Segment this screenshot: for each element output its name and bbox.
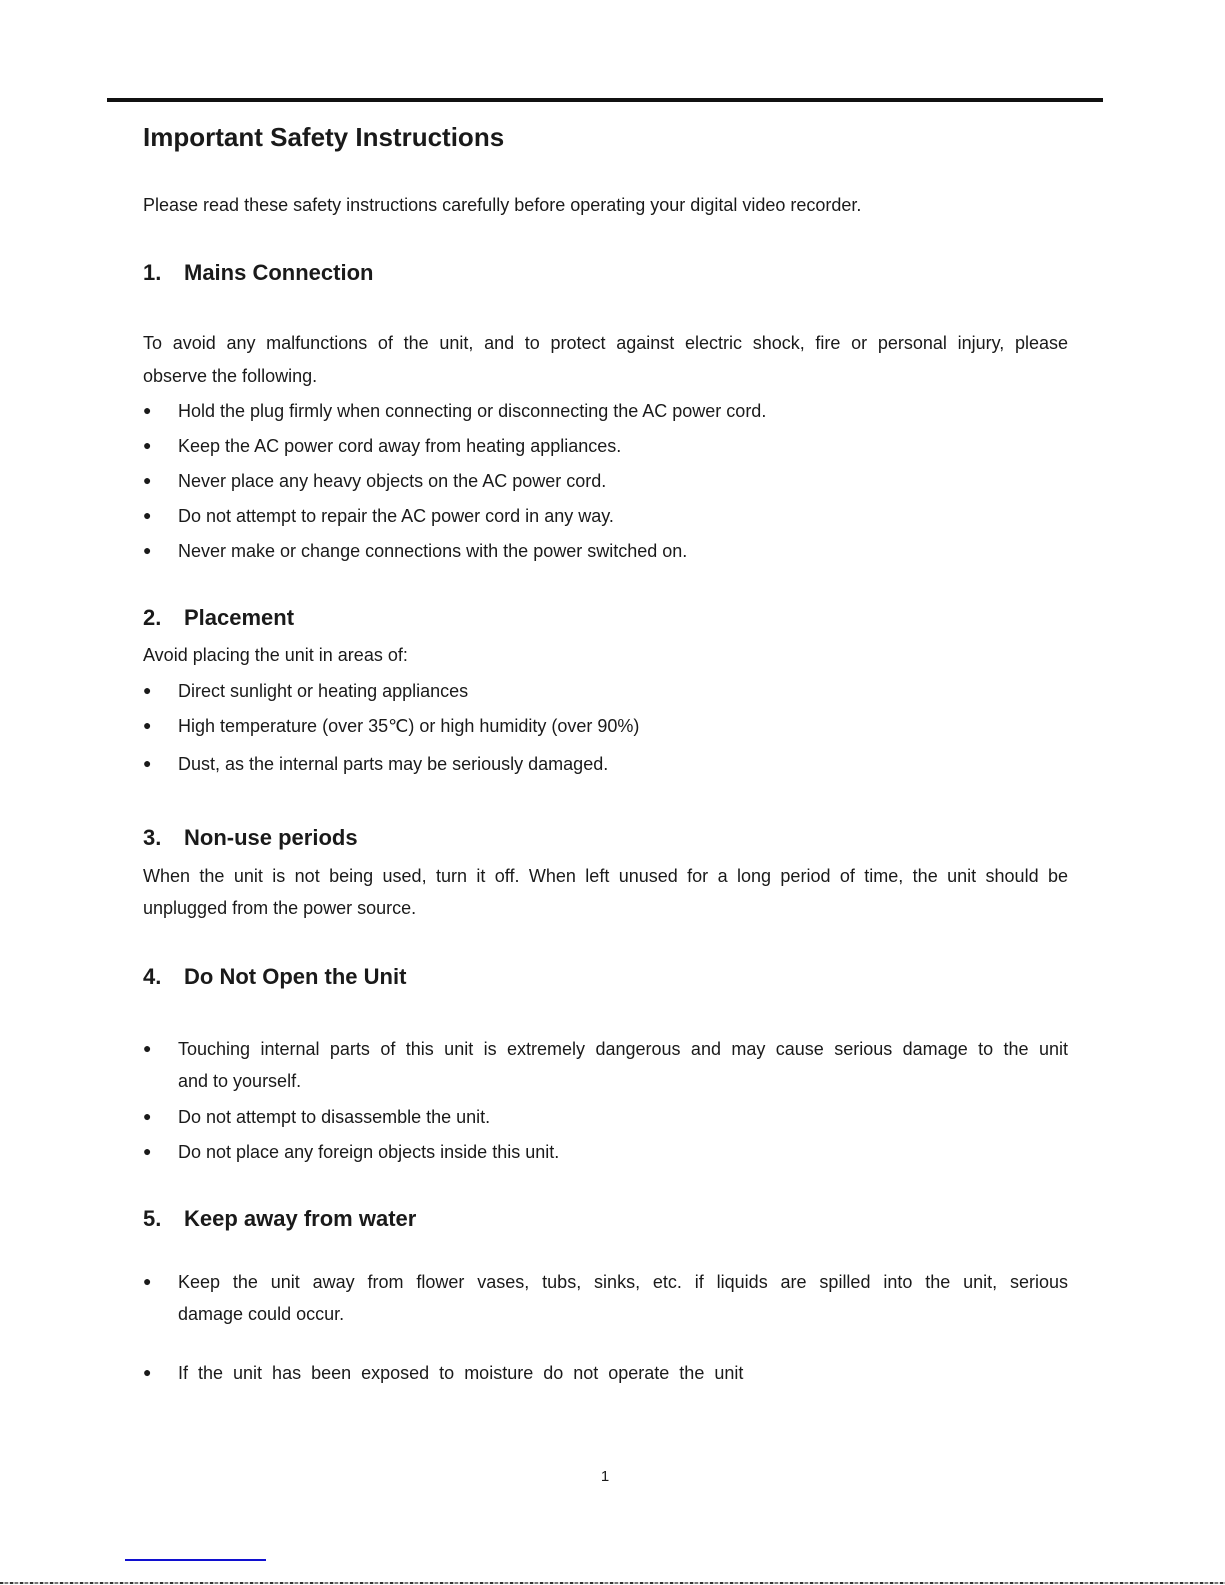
section-number: 2. xyxy=(143,605,162,630)
list-item xyxy=(143,469,606,492)
section-heading-do-not-open xyxy=(143,964,406,990)
list-item-text: Direct sunlight or heating appliances xyxy=(178,681,469,701)
section-title: Placement xyxy=(184,605,295,630)
paragraph-line: To avoid any malfunctions of the unit, and to protect against electric shock, fire or personal injury, please xyxy=(143,333,1068,353)
list-item xyxy=(143,1270,1068,1293)
section-heading-mains-connection xyxy=(143,260,373,286)
list-item xyxy=(143,434,621,457)
bullet-icon: ● xyxy=(143,1108,152,1124)
bullet-icon: ● xyxy=(143,755,152,771)
paragraph-line: When the unit is not being used, turn it off. When left unused for a long period of time, the unit should be xyxy=(143,866,1068,886)
list-item xyxy=(143,714,639,737)
list-item-text: High temperature (over 35℃) or high humidity (over 90%) xyxy=(178,716,640,736)
bullet-icon: ● xyxy=(143,472,152,488)
bullet-icon: ● xyxy=(143,542,152,558)
section-number: 1. xyxy=(143,260,162,285)
section-number: 4. xyxy=(143,964,162,989)
list-item-text: Never make or change connections with the power switched on. xyxy=(178,541,688,561)
list-item-continuation: damage could occur. xyxy=(178,1304,345,1324)
bullet-icon: ● xyxy=(143,1143,152,1159)
list-item-text: Keep the unit away from flower vases, tubs, sinks, etc. if liquids are spilled into the unit, serious xyxy=(178,1272,1068,1292)
list-item-text: Do not attempt to disassemble the unit. xyxy=(178,1107,491,1127)
section-heading-placement xyxy=(143,605,294,631)
list-item xyxy=(143,679,468,702)
footer-link-underline xyxy=(125,1559,266,1561)
paragraph-line: unplugged from the power source. xyxy=(143,898,417,918)
list-item xyxy=(143,1105,490,1128)
list-item xyxy=(143,1361,743,1384)
paragraph-line: observe the following. xyxy=(143,366,318,386)
list-item-text: Dust, as the internal parts may be seriously damaged. xyxy=(178,754,609,774)
bullet-icon: ● xyxy=(143,507,152,523)
list-item xyxy=(143,752,608,775)
section-heading-keep-away-from-water xyxy=(143,1206,416,1232)
bullet-icon: ● xyxy=(143,717,152,733)
bullet-icon: ● xyxy=(143,1040,152,1056)
section-title: Non-use periods xyxy=(184,825,358,850)
bullet-icon: ● xyxy=(143,1364,152,1380)
list-item-text: Touching internal parts of this unit is extremely dangerous and may cause serious damage to the unit xyxy=(178,1039,1068,1059)
paragraph-line: Avoid placing the unit in areas of: xyxy=(143,645,408,665)
section-heading-non-use-periods xyxy=(143,825,358,851)
list-item xyxy=(143,539,687,562)
section-title: Mains Connection xyxy=(184,260,374,285)
bullet-icon: ● xyxy=(143,682,152,698)
list-item-text: Never place any heavy objects on the AC power cord. xyxy=(178,471,607,491)
section-title: Do Not Open the Unit xyxy=(184,964,407,989)
list-item xyxy=(143,399,766,422)
list-item-continuation: and to yourself. xyxy=(178,1071,302,1091)
intro-text: Please read these safety instructions carefully before operating your digital video recorder. xyxy=(143,195,862,215)
page-number: 1 xyxy=(600,1468,610,1485)
list-item-text: If the unit has been exposed to moisture do not operate the unit xyxy=(178,1363,744,1383)
list-item-text: Keep the AC power cord away from heating appliances. xyxy=(178,436,622,456)
header-rule xyxy=(107,98,1103,102)
section-number: 3. xyxy=(143,825,162,850)
section-number: 5. xyxy=(143,1206,162,1231)
list-item-text: Do not attempt to repair the AC power cord in any way. xyxy=(178,506,614,526)
bullet-icon: ● xyxy=(143,1273,152,1289)
list-item-text: Hold the plug firmly when connecting or disconnecting the AC power cord. xyxy=(178,401,767,421)
page-bottom-edge xyxy=(0,1582,1225,1584)
bullet-icon: ● xyxy=(143,437,152,453)
page-title: Important Safety Instructions xyxy=(143,122,505,152)
list-item-text: Do not place any foreign objects inside this unit. xyxy=(178,1142,560,1162)
list-item xyxy=(143,1037,1068,1060)
list-item xyxy=(143,1140,559,1163)
bullet-icon: ● xyxy=(143,402,152,418)
section-title: Keep away from water xyxy=(184,1206,417,1231)
list-item xyxy=(143,504,614,527)
